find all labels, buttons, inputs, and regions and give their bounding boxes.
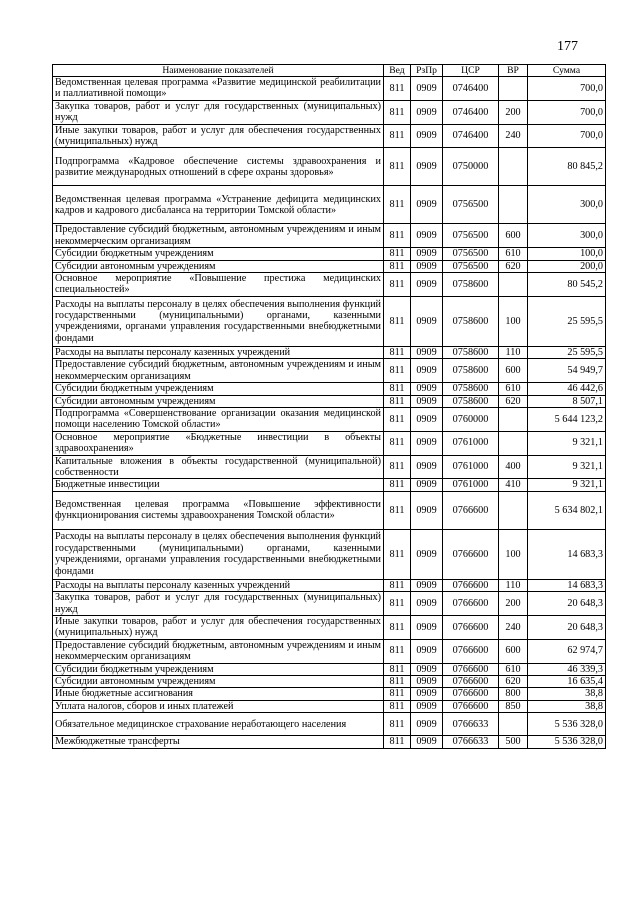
cell-rzpr: 0909 [411,346,443,358]
cell-sum: 100,0 [528,248,606,260]
table-row [53,100,606,124]
cell-csr: 0766600 [443,639,499,663]
cell-csr: 0761000 [443,431,499,455]
cell-vr: 850 [499,700,528,712]
cell-ved: 811 [384,359,411,383]
table-row [53,359,606,383]
cell-ved: 811 [384,346,411,358]
cell-ved: 811 [384,395,411,407]
cell-name: Уплата налогов, сборов и иных платежей [53,700,384,712]
cell-ved: 811 [384,431,411,455]
cell-csr: 0766600 [443,529,499,579]
cell-name: Закупка товаров, работ и услуг для государственных (муниципальных) нужд [53,100,384,124]
cell-sum: 54 949,7 [528,359,606,383]
cell-vr: 600 [499,639,528,663]
cell-vr: 110 [499,346,528,358]
cell-sum: 700,0 [528,124,606,148]
column-header-vr: ВР [499,65,528,77]
cell-name: Иные закупки товаров, работ и услуг для обеспечения государственных (муниципальных) нужд [53,615,384,639]
table-row [53,479,606,491]
cell-csr: 0760000 [443,407,499,431]
cell-name: Расходы на выплаты персоналу в целях обеспечения выполнения функций государственными (муниципальными) органами, казенными учреждениями, органами управления государственными внебюджетными фондами [53,296,384,346]
cell-csr: 0766600 [443,700,499,712]
cell-vr: 240 [499,615,528,639]
cell-vr: 410 [499,479,528,491]
cell-ved: 811 [384,592,411,616]
table-row [53,676,606,688]
cell-rzpr: 0909 [411,224,443,248]
cell-csr: 0761000 [443,455,499,479]
cell-vr [499,713,528,736]
cell-ved: 811 [384,491,411,529]
cell-csr: 0758600 [443,296,499,346]
cell-rzpr: 0909 [411,529,443,579]
cell-sum: 25 595,5 [528,296,606,346]
cell-ved: 811 [384,615,411,639]
cell-ved: 811 [384,100,411,124]
cell-rzpr: 0909 [411,186,443,224]
cell-csr: 0756500 [443,248,499,260]
cell-sum: 38,8 [528,700,606,712]
cell-name: Субсидии автономным учреждениям [53,676,384,688]
cell-csr: 0766633 [443,713,499,736]
cell-ved: 811 [384,296,411,346]
cell-sum: 38,8 [528,688,606,700]
cell-sum: 14 683,3 [528,579,606,591]
column-header-rzpr: РзПр [411,65,443,77]
cell-sum: 9 321,1 [528,479,606,491]
cell-csr: 0761000 [443,479,499,491]
table-header-row [53,65,606,77]
table-row [53,529,606,579]
cell-csr: 0766600 [443,579,499,591]
cell-rzpr: 0909 [411,479,443,491]
cell-sum: 5 536 328,0 [528,736,606,748]
page-number: 177 [557,39,578,54]
cell-ved: 811 [384,579,411,591]
cell-name: Капитальные вложения в объекты государственной (муниципальной) собственности [53,455,384,479]
table-row [53,248,606,260]
cell-vr: 400 [499,455,528,479]
cell-vr [499,491,528,529]
cell-rzpr: 0909 [411,491,443,529]
cell-ved: 811 [384,529,411,579]
cell-vr: 600 [499,359,528,383]
cell-ved: 811 [384,224,411,248]
cell-sum: 5 634 802,1 [528,491,606,529]
cell-vr: 610 [499,248,528,260]
cell-rzpr: 0909 [411,248,443,260]
cell-rzpr: 0909 [411,77,443,101]
table-row [53,77,606,101]
table-row [53,186,606,224]
cell-name: Субсидии бюджетным учреждениям [53,248,384,260]
table-row [53,491,606,529]
cell-csr: 0766600 [443,688,499,700]
cell-sum: 46 442,6 [528,383,606,395]
cell-vr: 100 [499,529,528,579]
cell-vr: 110 [499,579,528,591]
cell-name: Иные закупки товаров, работ и услуг для обеспечения государственных (муниципальных) нужд [53,124,384,148]
cell-rzpr: 0909 [411,579,443,591]
table-body [53,77,606,749]
cell-rzpr: 0909 [411,736,443,748]
cell-sum: 20 648,3 [528,592,606,616]
cell-name: Расходы на выплаты персоналу казенных учреждений [53,346,384,358]
table-row [53,383,606,395]
cell-sum: 200,0 [528,260,606,272]
cell-name: Субсидии бюджетным учреждениям [53,383,384,395]
cell-sum: 16 635,4 [528,676,606,688]
cell-rzpr: 0909 [411,395,443,407]
cell-csr: 0758600 [443,359,499,383]
table-row [53,224,606,248]
cell-name: Основное мероприятие «Бюджетные инвестиции в объекты здравоохранения» [53,431,384,455]
table-row [53,124,606,148]
cell-ved: 811 [384,186,411,224]
cell-vr: 200 [499,100,528,124]
cell-sum: 300,0 [528,224,606,248]
table-row [53,736,606,748]
cell-name: Подпрограмма «Совершенствование организации оказания медицинской помощи населению Томской области» [53,407,384,431]
cell-csr: 0758600 [443,395,499,407]
cell-rzpr: 0909 [411,592,443,616]
cell-vr: 200 [499,592,528,616]
cell-csr: 0766600 [443,491,499,529]
cell-vr [499,407,528,431]
cell-sum: 700,0 [528,77,606,101]
table-row [53,455,606,479]
cell-name: Расходы на выплаты персоналу в целях обеспечения выполнения функций государственными (муниципальными) органами, казенными учреждениями, органами управления государственными внебюджетными фондами [53,529,384,579]
cell-vr: 240 [499,124,528,148]
table-row [53,273,606,297]
table-row [53,592,606,616]
cell-csr: 0750000 [443,148,499,186]
cell-name: Субсидии бюджетным учреждениям [53,663,384,675]
cell-name: Иные бюджетные ассигнования [53,688,384,700]
cell-vr: 620 [499,260,528,272]
table-row [53,395,606,407]
cell-sum: 5 536 328,0 [528,713,606,736]
budget-table [52,64,606,749]
table-row [53,615,606,639]
cell-rzpr: 0909 [411,700,443,712]
cell-ved: 811 [384,77,411,101]
cell-rzpr: 0909 [411,407,443,431]
cell-vr: 800 [499,688,528,700]
cell-name: Ведомственная целевая программа «Повышение эффективности функционирования системы здравоохранения Томской области» [53,491,384,529]
table-row [53,639,606,663]
column-header-sum: Сумма [528,65,606,77]
column-header-ved: Вед [384,65,411,77]
cell-vr [499,431,528,455]
cell-sum: 300,0 [528,186,606,224]
cell-rzpr: 0909 [411,148,443,186]
cell-ved: 811 [384,663,411,675]
cell-rzpr: 0909 [411,359,443,383]
cell-rzpr: 0909 [411,273,443,297]
cell-vr [499,77,528,101]
cell-rzpr: 0909 [411,663,443,675]
table-row [53,260,606,272]
cell-ved: 811 [384,148,411,186]
cell-vr: 610 [499,383,528,395]
cell-ved: 811 [384,273,411,297]
cell-sum: 8 507,1 [528,395,606,407]
table-row [53,688,606,700]
cell-csr: 0746400 [443,77,499,101]
column-header-name: Наименование показателей [53,65,384,77]
cell-rzpr: 0909 [411,455,443,479]
cell-csr: 0758600 [443,383,499,395]
table-row [53,579,606,591]
cell-vr: 100 [499,296,528,346]
cell-name: Субсидии автономным учреждениям [53,260,384,272]
cell-name: Предоставление субсидий бюджетным, автономным учреждениям и иным некоммерческим организациям [53,224,384,248]
cell-name: Расходы на выплаты персоналу казенных учреждений [53,579,384,591]
table-row [53,296,606,346]
table-row [53,713,606,736]
cell-vr: 600 [499,224,528,248]
cell-ved: 811 [384,479,411,491]
cell-name: Ведомственная целевая программа «Устранение дефицита медицинских кадров и кадрового дисбаланса на территории Томской области» [53,186,384,224]
cell-ved: 811 [384,700,411,712]
cell-sum: 14 683,3 [528,529,606,579]
cell-csr: 0746400 [443,124,499,148]
table-row [53,700,606,712]
table-row [53,663,606,675]
cell-csr: 0756500 [443,260,499,272]
cell-vr: 620 [499,395,528,407]
cell-sum: 25 595,5 [528,346,606,358]
cell-sum: 9 321,1 [528,431,606,455]
cell-ved: 811 [384,713,411,736]
table-row [53,148,606,186]
cell-sum: 700,0 [528,100,606,124]
cell-rzpr: 0909 [411,260,443,272]
cell-rzpr: 0909 [411,124,443,148]
cell-sum: 80 545,2 [528,273,606,297]
cell-name: Подпрограмма «Кадровое обеспечение системы здравоохранения и развитие международных отношений в сфере охраны здоровья» [53,148,384,186]
cell-rzpr: 0909 [411,676,443,688]
cell-csr: 0766600 [443,615,499,639]
table-row [53,407,606,431]
cell-vr: 500 [499,736,528,748]
cell-csr: 0766633 [443,736,499,748]
cell-rzpr: 0909 [411,431,443,455]
cell-ved: 811 [384,248,411,260]
cell-vr [499,273,528,297]
column-header-csr: ЦСР [443,65,499,77]
table-row [53,431,606,455]
cell-ved: 811 [384,676,411,688]
cell-rzpr: 0909 [411,615,443,639]
cell-csr: 0746400 [443,100,499,124]
cell-sum: 9 321,1 [528,455,606,479]
cell-sum: 80 845,2 [528,148,606,186]
cell-ved: 811 [384,639,411,663]
cell-name: Ведомственная целевая программа «Развитие медицинской реабилитации и паллиативной помощи» [53,77,384,101]
cell-rzpr: 0909 [411,296,443,346]
cell-name: Межбюджетные трансферты [53,736,384,748]
cell-name: Предоставление субсидий бюджетным, автономным учреждениям и иным некоммерческим организациям [53,359,384,383]
cell-ved: 811 [384,688,411,700]
cell-rzpr: 0909 [411,639,443,663]
cell-rzpr: 0909 [411,383,443,395]
cell-csr: 0766600 [443,663,499,675]
cell-vr: 610 [499,663,528,675]
cell-name: Основное мероприятие «Повышение престижа медицинских специальностей» [53,273,384,297]
cell-csr: 0756500 [443,186,499,224]
cell-vr [499,148,528,186]
cell-csr: 0766600 [443,676,499,688]
cell-sum: 46 339,3 [528,663,606,675]
cell-name: Закупка товаров, работ и услуг для государственных (муниципальных) нужд [53,592,384,616]
cell-rzpr: 0909 [411,713,443,736]
cell-name: Субсидии автономным учреждениям [53,395,384,407]
cell-csr: 0758600 [443,346,499,358]
cell-rzpr: 0909 [411,688,443,700]
cell-ved: 811 [384,407,411,431]
cell-csr: 0766600 [443,592,499,616]
cell-name: Обязательное медицинское страхование неработающего населения [53,713,384,736]
cell-sum: 62 974,7 [528,639,606,663]
cell-ved: 811 [384,260,411,272]
cell-ved: 811 [384,124,411,148]
cell-vr: 620 [499,676,528,688]
cell-csr: 0756500 [443,224,499,248]
cell-csr: 0758600 [443,273,499,297]
cell-sum: 5 644 123,2 [528,407,606,431]
cell-ved: 811 [384,455,411,479]
table-row [53,346,606,358]
cell-ved: 811 [384,383,411,395]
cell-sum: 20 648,3 [528,615,606,639]
cell-ved: 811 [384,736,411,748]
cell-rzpr: 0909 [411,100,443,124]
cell-vr [499,186,528,224]
cell-name: Предоставление субсидий бюджетным, автономным учреждениям и иным некоммерческим организациям [53,639,384,663]
cell-name: Бюджетные инвестиции [53,479,384,491]
